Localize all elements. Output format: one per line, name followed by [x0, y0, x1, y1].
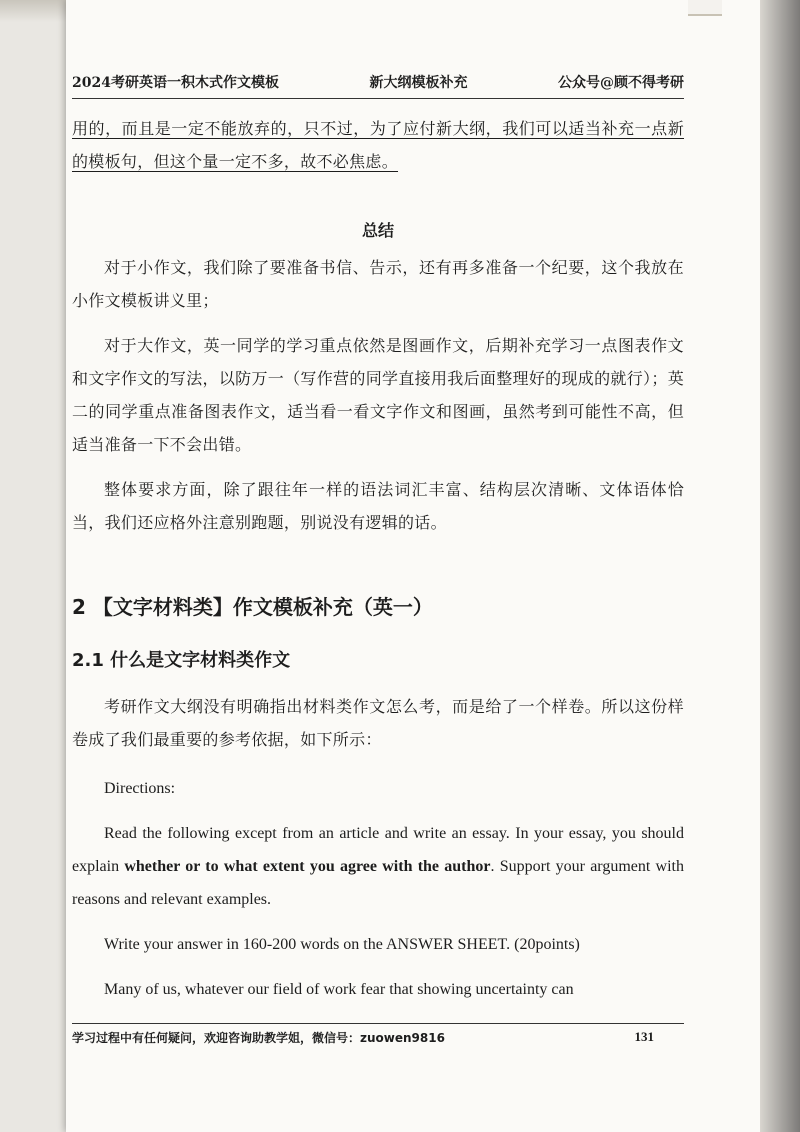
subsection-heading: 2.1 什么是文字材料类作文 [72, 650, 291, 671]
summary-title: 总结 [361, 221, 394, 240]
summary-paragraph-1: 对于小作文，我们除了要准备书信、告示，还有再多准备一个纪要，这个我放在小作文模板讲义里； [72, 258, 684, 310]
page-number: 131 [634, 1029, 654, 1044]
page-header [72, 72, 684, 99]
section-intro: 考研作文大纲没有明确指出材料类作文怎么考，而是给了一个样卷。所以这份样卷成了我们最重要的参考依据，如下所示： [72, 697, 684, 749]
header-center-title: 新大纲模板补充 [369, 75, 468, 91]
answer-instruction: Write your answer in 160-200 words on the ANSWER SHEET. (20points) [104, 936, 580, 953]
section-heading: 2 【文字材料类】作文模板补充（英一） [72, 595, 433, 619]
page-shadow [760, 0, 800, 1132]
page-footer [72, 1023, 684, 1046]
intro-paragraph: 用的，而且是一定不能放弃的，只不过，为了应付新大纲，我们可以适当补充一点新的模板句，但这个量一定不多，故不必焦虑。 [72, 119, 684, 171]
directions-text-end: . Support your argument with reasons and relevant examples. [72, 858, 685, 908]
header-right-title: 公众号@顾不得考研 [558, 75, 684, 91]
header-left-title: 2024考研英语一积木式作文模板 [72, 75, 279, 91]
directions-emphasis: whether or to what extent you agree with the author [124, 858, 491, 875]
page-content [72, 112, 684, 1006]
footer-contact-text: 学习过程中有任何疑问，欢迎咨询助教学姐，微信号：zuowen9816 [72, 1031, 445, 1045]
passage-start: Many of us, whatever our field of work fear that showing uncertainty can [104, 981, 574, 998]
summary-paragraph-3: 整体要求方面，除了跟往年一样的语法词汇丰富、结构层次清晰、文体语体恰当，我们还应格外注意别跑题，别说没有逻辑的话。 [72, 480, 684, 532]
directions-text [72, 817, 684, 916]
page-corner-mark [688, 0, 722, 16]
directions-label: Directions: [104, 780, 176, 797]
summary-paragraph-2: 对于大作文，英一同学的学习重点依然是图画作文，后期补充学习一点图表作文和文字作文的写法，以防万一（写作营的同学直接用我后面整理好的现成的就行）；英二的同学重点准备图表作文，适当看一看文字作文和图画，虽然考到可能性不高，但适当准备一下不会出错。 [72, 336, 684, 454]
directions-text-start: Read the following except from an article and write an essay. In your essay, you should explain [72, 825, 684, 875]
